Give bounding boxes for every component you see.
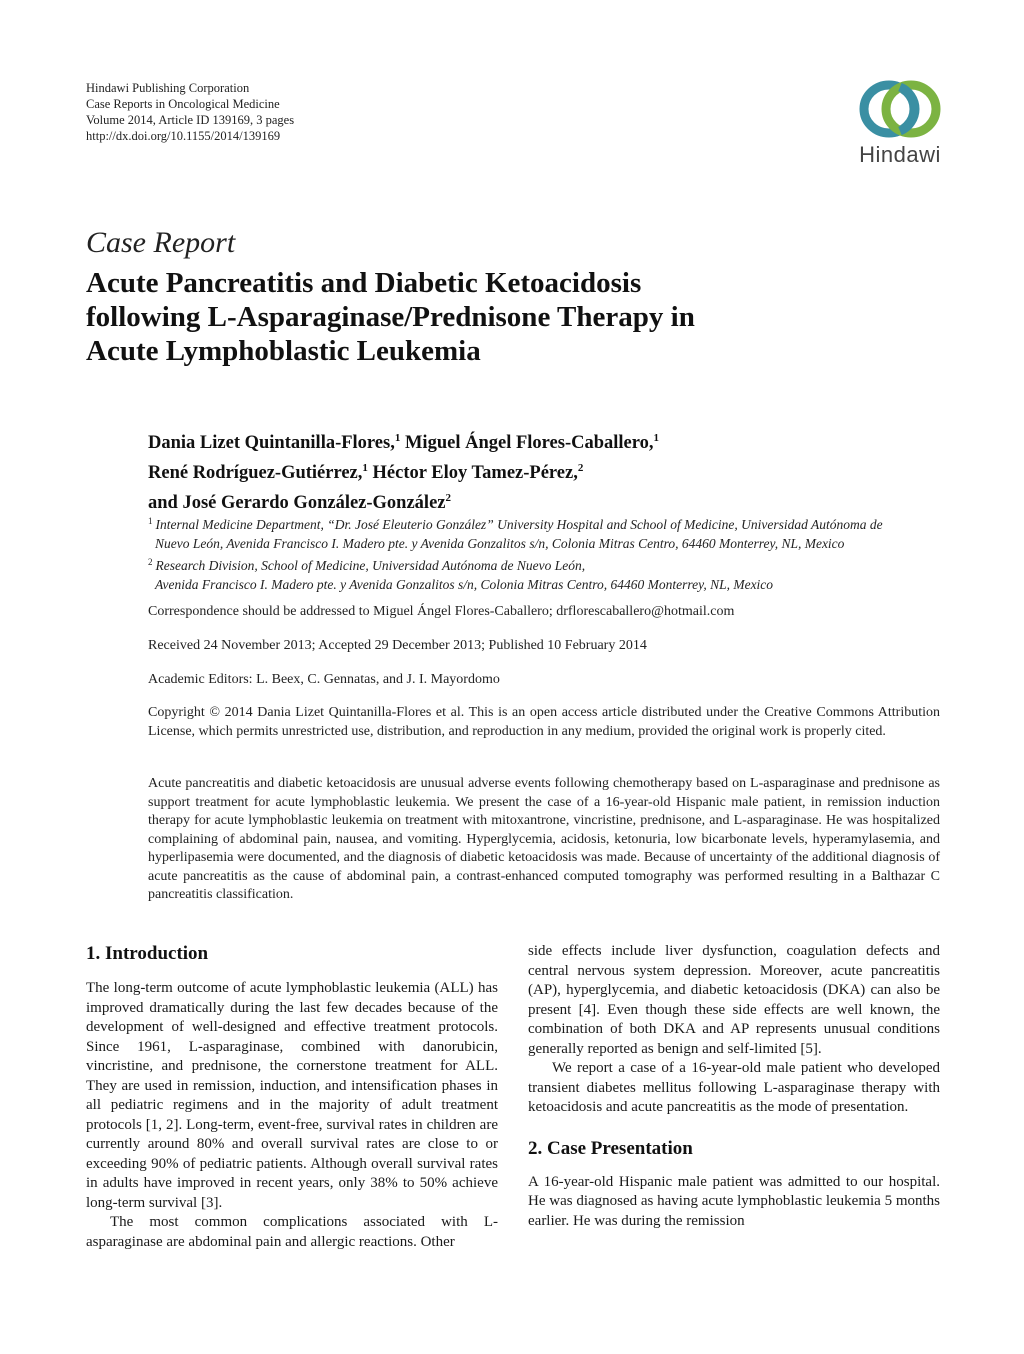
section-heading: 2. Case Presentation xyxy=(528,1137,693,1159)
body-column-right xyxy=(528,942,940,1231)
journal-header xyxy=(86,80,294,144)
article-type: Case Report xyxy=(86,226,236,259)
affiliation-number: 1 xyxy=(148,516,153,526)
hindawi-rings-icon xyxy=(855,78,945,140)
author-affiliation-mark: 1 xyxy=(394,432,401,444)
author-affiliation-mark: 2 xyxy=(577,462,584,474)
abstract: Acute pancreatitis and diabetic ketoacidosis are unusual adverse events following chemotherapy based on L-asparaginase and prednisone as support treatment for acute lymphoblastic leukemia. We present the case of a 16-year-old Hispanic male patient, in remission induction therapy for acute lymphoblastic leukemia on treatment with mitoxantrone, vincristine, prednisone, and L-asparaginase. He was hospitalized complaining of abdominal pain, nausea, and vomiting. Hyperglycemia, acidosis, ketonuria, low bicarbonate levels, hyperamylasemia, and hyperlipasemia were documented, and the diagnosis of diabetic ketoacidosis was made. Because of uncertainty of the additional diagnosis of acute pancreatitis as the cause of abdominal pain, a contrast-enhanced computed tomography was performed resulting in a Balthazar C pancreatitis classification. xyxy=(148,776,940,902)
author-name: René Rodríguez-Gutiérrez, xyxy=(148,463,363,483)
body-column-left xyxy=(86,942,498,1252)
publisher-name: Hindawi Publishing Corporation xyxy=(86,81,250,95)
correspondence: Correspondence should be addressed to Miguel Ángel Flores-Caballero; drflorescaballero@hotmail.com xyxy=(148,604,735,619)
author-affiliation-mark: 2 xyxy=(445,492,451,504)
volume-info: Volume 2014, Article ID 139169, 3 pages xyxy=(86,113,295,127)
logo-text: Hindawi xyxy=(859,142,941,167)
paragraph: We report a case of a 16-year-old male patient who developed transient diabetes mellitus following L-asparaginase therapy with ketoacidosis and acute pancreatitis as the mode of presentation. xyxy=(528,1060,940,1115)
paragraph: The most common complications associated with L-asparaginase are abdominal pain and allergic reactions. Other xyxy=(86,1214,498,1250)
affiliation-text: Research Division, School of Medicine, Universidad Autónoma de Nuevo León, xyxy=(155,558,586,573)
affiliations xyxy=(148,512,948,594)
author-name: and José Gerardo González-González xyxy=(148,493,446,513)
affiliation-number: 2 xyxy=(148,557,153,567)
hindawi-logo xyxy=(845,78,955,178)
paragraph: side effects include liver dysfunction, coagulation defects and central nervous system depression. Moreover, acute pancreatitis (AP), hyperglycemia, and diabetic ketoacidosis (DKA) can also be present [4]. Even though these side effects are well known, the combination of both DKA and AP represents unusual conditions generally reported as benign and self-limited [5]. xyxy=(528,943,940,1057)
copyright-notice: Copyright © 2014 Dania Lizet Quintanilla-Flores et al. This is an open access article distributed under the Creative Commons Attribution License, which permits unrestricted use, distribution, and reproduction in any medium, provided the original work is properly cited. xyxy=(148,705,940,739)
paragraph: A 16-year-old Hispanic male patient was admitted to our hospital. He was diagnosed as having acute lymphoblastic leukemia 5 months earlier. He was during the remission xyxy=(528,1173,940,1229)
title-line: following L-Asparaginase/Prednisone Therapy in xyxy=(86,301,695,333)
affiliation-text: Nuevo León, Avenida Francisco I. Madero pte. y Avenida Gonzalitos s/n, Colonia Mitras Centro, 64460 Monterrey, NL, Mexico xyxy=(155,536,845,551)
affiliation-text: Avenida Francisco I. Madero pte. y Avenida Gonzalitos s/n, Colonia Mitras Centro, 64460 Monterrey, NL, Mexico xyxy=(155,577,774,592)
section-heading: 1. Introduction xyxy=(86,943,209,964)
author-name: Héctor Eloy Tamez-Pérez, xyxy=(372,463,578,483)
author-affiliation-mark: 1 xyxy=(653,432,659,444)
author-list xyxy=(148,426,948,516)
article-title xyxy=(86,266,946,368)
author-name: Dania Lizet Quintanilla-Flores, xyxy=(148,433,395,453)
title-line: Acute Lymphoblastic Leukemia xyxy=(86,335,481,367)
title-line: Acute Pancreatitis and Diabetic Ketoacidosis xyxy=(86,267,642,299)
affiliation-text: Internal Medicine Department, “Dr. José Eleuterio González” University Hospital and School of Medicine, Universidad Autónoma de xyxy=(155,517,883,532)
doi-link[interactable]: http://dx.doi.org/10.1155/2014/139169 xyxy=(86,129,281,143)
author-name: Miguel Ángel Flores-Caballero, xyxy=(404,433,654,453)
paragraph: The long-term outcome of acute lymphoblastic leukemia (ALL) has improved dramatically during the last few decades because of the development of well-designed and effective treatment protocols. Since 1961, L-asparaginase, combined with danorubicin, vincristine, and prednisone, the cornerstone treatment for ALL. They are used in remission, induction, and intensification phases in all pediatric regimens and in the majority of adult treatment protocols [1, 2]. Long-term, event-free, survival rates in children are currently around 80% and overall survival rates are close to or exceeding 90% of pediatric patients. Although overall survival rates in adults have improved in recent years, only 38% to 50% achieve long-term survival [3]. xyxy=(86,980,498,1211)
publication-dates: Received 24 November 2013; Accepted 29 December 2013; Published 10 February 2014 xyxy=(148,638,647,653)
author-affiliation-mark: 1 xyxy=(362,462,368,474)
journal-name: Case Reports in Oncological Medicine xyxy=(86,97,280,111)
academic-editors: Academic Editors: L. Beex, C. Gennatas, and J. I. Mayordomo xyxy=(148,672,500,687)
